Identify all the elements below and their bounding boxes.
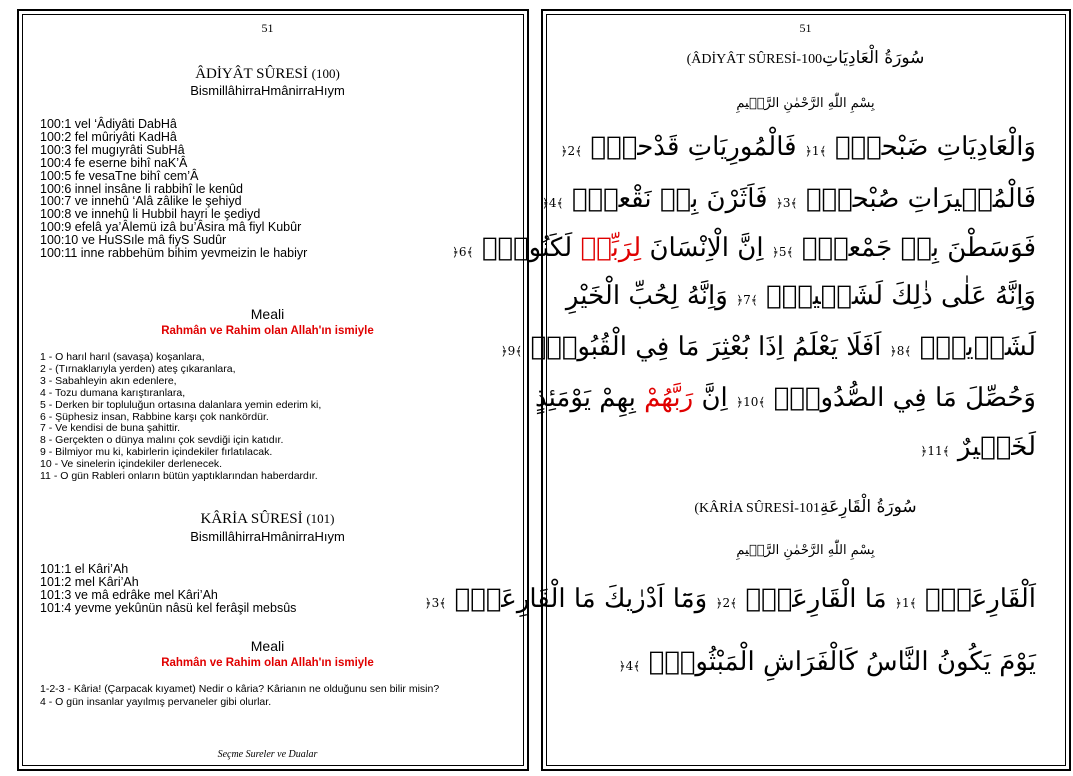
verse-number-marker: ﴿11﴾ [920,444,950,458]
meali-line: 4 - O gün insanlar yayılmış pervaneler gibi olurlar. [40,695,272,708]
arabic-word: رَبَّهُمْ [644,383,694,413]
arabic-line [500,332,1036,362]
meali-line: 11 - O gün Rableri onların bütün yaptıklarından haberdardır. [40,470,318,483]
verse-number-marker: ﴿3﴾ [775,196,798,210]
meali-line: 5 - Derken bir topluluğun ortasına dalanlara yemin ederim ki, [40,398,322,411]
verse-number-marker: ﴿4﴾ [541,196,564,210]
arabic-word: فَالْمُغ۪يرَاتِ [907,184,1036,214]
arabic-line [451,233,1036,263]
arabic-line [541,184,1036,214]
meali-line: 10 - Ve sinelerin içindekiler derlenecek. [40,458,223,471]
meali-line: 8 - Gerçekten o dünya malını çok sevdiği için katıdır. [40,434,284,447]
arabic-word: فِي [635,332,670,362]
verse-line: 100:2 fel mûriyâti KadHâ [40,129,177,144]
right-page [424,0,1073,776]
surah2-title [0,511,535,528]
arabic-word: الْاِنْسَانَ [649,233,729,263]
verse-number-marker: ﴿7﴾ [736,293,758,307]
verse-number-marker: ﴿9﴾ [500,344,523,358]
verse-number-marker: ﴿2﴾ [560,144,583,158]
surah1-number: (100) [311,66,340,81]
verse-number-marker: ﴿5﴾ [771,245,794,259]
arabic-word: اِنَّ [701,383,728,413]
arabic-word: فَوَسَطْنَ [947,233,1036,263]
arabic-word: اَفَلَا [846,332,882,362]
verse-line: 101:3 ve mâ edrâke mel Kâri’Ah [40,587,218,602]
arabic-word: لَكَنُودٌۚ [481,233,573,263]
arabic-word: يَعْلَمُ [792,332,838,362]
arabic-word: فِي [892,383,927,413]
verse-number-marker: ﴿8﴾ [889,344,912,358]
arabic-word: اَلْقَارِعَةُۙ [924,584,1036,614]
verse-line: 100:4 fe eserne bihî naK’Â [40,155,188,170]
arabic-line [566,432,1036,462]
meali-line: 1-2-3 - Kâria! (Çarpacak kıyamet) Nedir o kâria? Kârianın ne olduğunu sen bilir misin? [40,683,440,695]
arabic-word: لَخَب۪يرٌ [957,432,1036,462]
arabic-word: اِنَّ [737,233,764,263]
verse-number-marker: ﴿6﴾ [451,245,474,259]
arabic-word: وَاِنَّهُ [995,281,1036,311]
verse-number-marker: ﴿10﴾ [736,395,766,409]
surah2-latin-heading: (KÂRİA SÛRESİ-101 [694,501,820,516]
surah2-latin-heading-text: KÂRİA SÛRESİ-101 [699,501,820,516]
arabic-word: النَّاسُ [865,647,929,677]
arabic-word: يَوْمَ [999,647,1036,677]
arabic-word: يَوْمَئِذٍ [534,383,592,413]
verse-line: 100:10 ve HuSSıle mâ fiyS Sudûr [40,233,227,248]
arabic-word: لِحُبِّ [628,281,679,311]
arabic-word: الْخَيْرِ [565,281,621,311]
page-number: 51 [799,21,812,35]
surah2-arabic-heading [538,497,1073,517]
surah2-bismillah: BismillâhirraHmânirraHıym [190,529,345,544]
surah1-meali-heading: Meali [250,306,285,322]
verse-line: 101:2 mel Kâri’Ah [40,574,139,589]
verse-line: 100:6 innel insâne li rabbihî le kenûd [40,181,243,196]
arabic-word: يَكُونُ [936,647,991,677]
surah1-latin-heading: (ÂDİYÂT SÛRESİ-100 [686,52,823,67]
arabic-line [566,281,1036,311]
arabic-word: وَالْعَادِيَاتِ [936,132,1036,162]
arabic-word: كَالْفَرَاشِ [762,647,858,677]
arabic-word: نَقْعاًۙ [571,184,652,214]
arabic-word: مَا [935,383,957,413]
verse-line: 100:11 inne rabbehüm bihim yevmeizin le habiyr [40,246,308,261]
meali-line: 6 - Şüphesiz insan, Rabbine karşı çok nankördür. [40,410,269,423]
arabic-word: الْقَارِعَةُۜ [454,584,566,614]
surah1-latin-heading-text: ÂDİYÂT SÛRESİ-100 [691,52,823,67]
verse-number-marker: ﴿2﴾ [715,596,738,610]
surah2-transliteration [40,563,296,615]
arabic-word: ذٰلِكَ [891,281,933,311]
arabic-word: مَا [677,332,700,362]
verse-line: 100:3 fel mugıyrâti SubHâ [40,142,185,157]
arabic-line [534,383,1036,413]
arabic-word: اَدْرٰيكَ [604,584,665,614]
page-number: 51 [261,21,274,35]
arabic-word: اِذَا [757,332,784,362]
arabic-line [560,132,1036,162]
verse-line: 100:7 ve innehû ‘Alâ zâlike le şehiyd [40,194,242,209]
meali-line: 4 - Tozu dumana karıştıranlara, [40,386,186,399]
arabic-word: مَا [573,584,596,614]
surah2-title-text: KÂRİA SÛRESİ [200,511,303,527]
surah1-arabic-heading [538,48,1073,68]
surah2-number: (101) [306,511,335,526]
verse-number-marker: ﴿4﴾ [618,659,641,673]
arabic-word: الْمَبْثُوثِۙ [648,647,755,677]
page-footer: Seçme Sureler ve Dualar [217,749,318,760]
arabic-word: مَا [864,584,887,614]
arabic-word: عَلٰى [940,281,987,311]
verse-line: 100:5 fe vesaTne bihî cem’Â [40,168,199,183]
surah2-meali-subtitle: Rahmân ve Rahim olan Allah'ın ismiyle [161,657,374,669]
arabic-word: وَمَٓا [672,584,708,614]
arabic-word: جَمْعاًۙ [801,233,893,263]
arabic-word: لِرَبِّه۪ [580,233,642,263]
surah2-meali-heading: Meali [250,638,285,654]
surah2-meali-list [40,684,480,709]
surah1-title-text: ÂDİYÂT SÛRESİ [195,66,308,82]
surah2-arabic-bismillah: بِسْمِ اللّٰهِ الرَّحْمٰنِ الرَّح۪يمِ [736,543,875,558]
verse-line: 101:1 el Kâri’Ah [40,562,129,576]
arabic-word: صُبْحاًۙ [805,184,900,214]
meali-line: 3 - Sabahleyin akın edenlere, [40,374,177,387]
surah2-arabic-name: سُورَةُ الْقَارِعَةِ [819,497,917,517]
surah1-bismillah: BismillâhirraHmânirraHıym [190,83,345,98]
surah1-transliteration [40,118,307,260]
meali-line: 7 - Ve kendisi de buna şahittir. [40,422,181,435]
arabic-word: فَالْمُورِيَاتِ [687,132,797,162]
surah1-arabic-name: سُورَةُ الْعَادِيَاتِ [822,48,925,68]
verse-number-marker: ﴿3﴾ [424,596,447,610]
verse-number-marker: ﴿1﴾ [804,144,827,158]
verse-line: 100:9 efelâ ya’Âlemü izâ bu’Âsira mâ fiyl Kubûr [40,220,302,235]
arabic-line [566,647,1036,677]
arabic-word: قَدْحاًۙ [590,132,680,162]
verse-line: 100:1 vel ‘Âdiyâti DabHâ [40,117,177,131]
surah1-title [0,66,535,83]
verse-line: 100:8 ve innehû li Hubbil hayri le şediyd [40,207,261,222]
arabic-word: بُعْثِرَ [707,332,750,362]
arabic-word: بِه۪ [659,184,699,214]
surah1-meali-list [40,352,480,483]
surah1-meali-subtitle: Rahmân ve Rahim olan Allah'ın ismiyle [161,325,374,337]
arabic-word: بِه۪ [900,233,939,263]
arabic-word: فَاَثَرْنَ [706,184,768,214]
arabic-word: وَحُصِّلَ [965,383,1036,413]
meali-line: 1 - O harıl harıl (savaşa) koşanlara, [40,351,205,363]
surah1-arabic-bismillah: بِسْمِ اللّٰهِ الرَّحْمٰنِ الرَّح۪يمِ [736,96,875,111]
arabic-word: ضَبْحاًۙ [834,132,929,162]
arabic-word: لَشَه۪يدٌۚ [766,281,884,311]
left-page [0,0,535,776]
meali-line: 9 - Bilmiyor mu ki, kabirlerin içindekiler fırlatılacak. [40,446,273,459]
meali-line: 2 - (Tırnaklarıyla yerden) ateş çıkaranlara, [40,362,236,375]
arabic-word: لَشَد۪يدٌۜ [919,332,1036,362]
arabic-word: الصُّدُورِۙ [773,383,885,413]
verse-line: 101:4 yevme yekûnün nâsü kel ferâşil mebsûs [40,600,297,615]
verse-number-marker: ﴿1﴾ [894,596,917,610]
arabic-word: بِهِمْ [599,383,636,413]
arabic-word: وَاِنَّهُ [686,281,728,311]
arabic-line [424,584,1036,614]
arabic-word: الْقُبُورِۙ [530,332,627,362]
arabic-word: الْقَارِعَةُۚ [745,584,857,614]
